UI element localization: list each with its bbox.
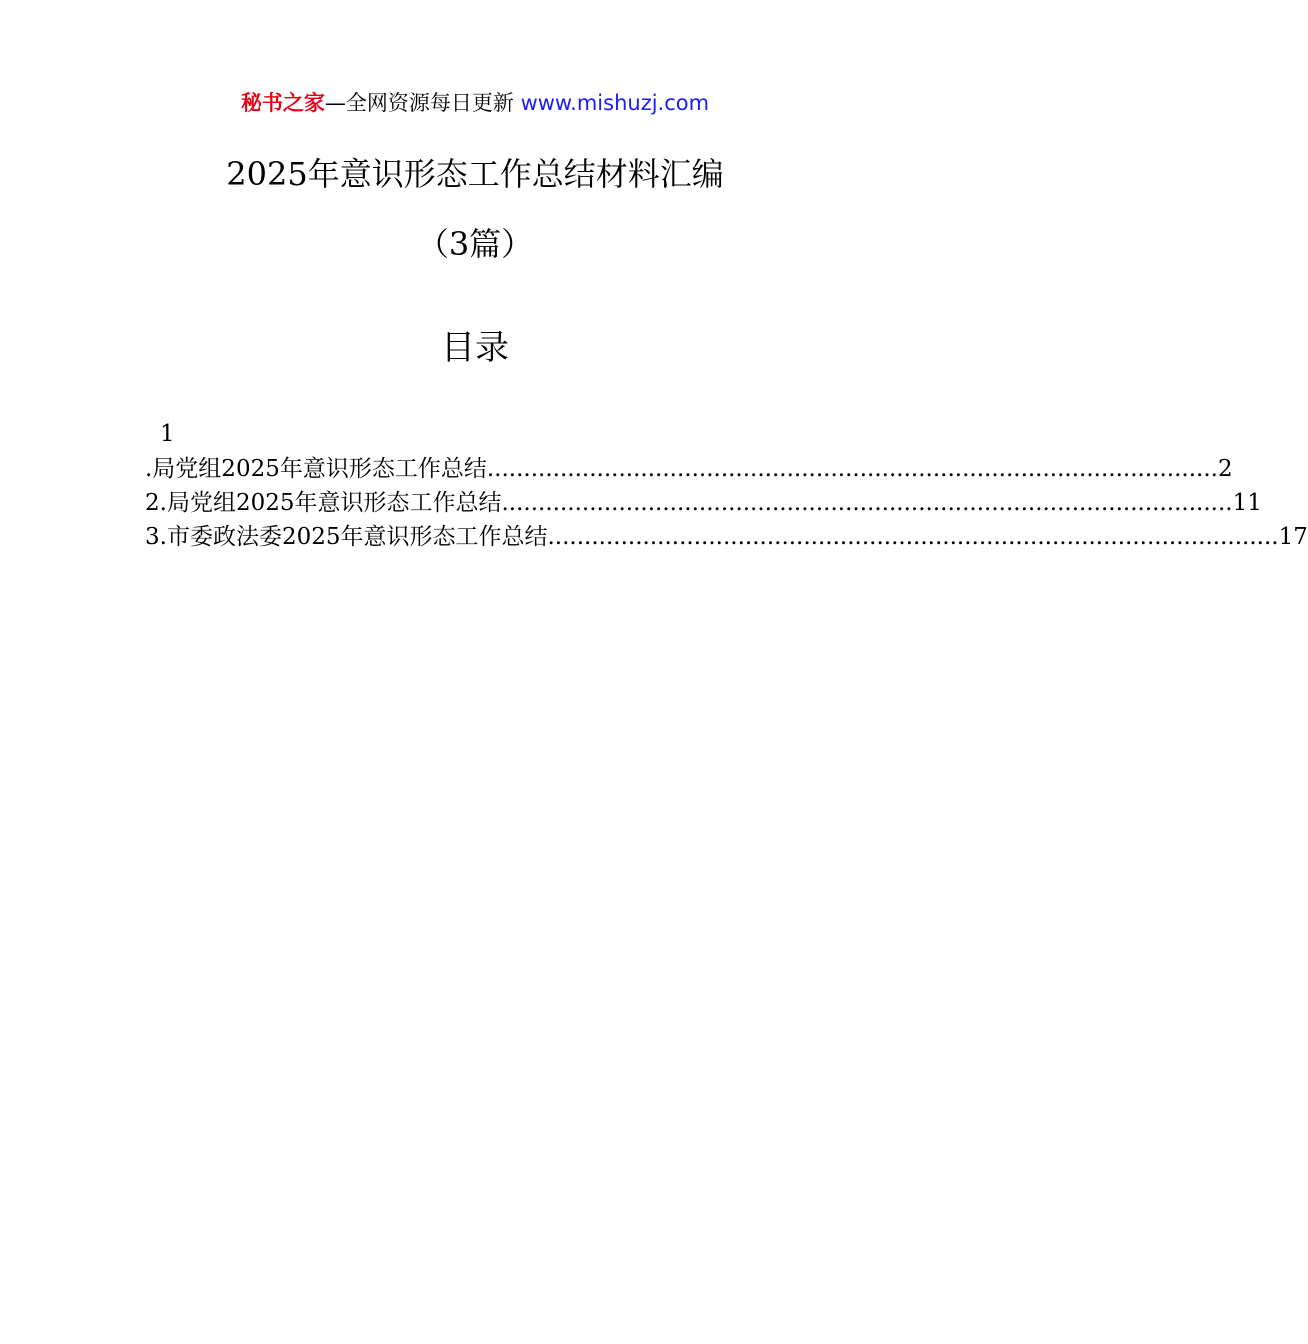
toc-entry-number: 1: [160, 421, 175, 447]
toc-entry-page: 17: [1278, 524, 1308, 550]
toc-entry-label: 3.市委政法委2025年意识形态工作总结: [145, 524, 548, 550]
toc-entry-label: .局党组2025年意识形态工作总结: [145, 456, 487, 482]
header-slogan: —全网资源每日更新: [324, 91, 514, 115]
toc-entry[interactable]: [145, 486, 1262, 520]
toc-entry-page: 2: [1217, 456, 1233, 482]
toc-entry[interactable]: [145, 452, 1233, 486]
toc-entry-label: 2.局党组2025年意识形态工作总结: [145, 490, 502, 516]
site-header: [0, 88, 950, 118]
document-title: 2025年意识形态工作总结材料汇编: [226, 155, 724, 193]
toc-leader-dots: ....................................................................................................: [547, 524, 1279, 550]
document-subtitle: （3篇）: [416, 225, 534, 263]
toc-entry[interactable]: [145, 520, 1308, 554]
toc-leader-dots: ....................................................................................................: [486, 456, 1218, 482]
toc-entry-page: 11: [1232, 490, 1262, 516]
toc-heading: 目录: [441, 328, 509, 368]
toc-leader-dots: ....................................................................................................: [501, 490, 1233, 516]
brand-name: 秘书之家: [240, 91, 325, 115]
site-url-link[interactable]: www.mishuzj.com: [520, 91, 710, 115]
